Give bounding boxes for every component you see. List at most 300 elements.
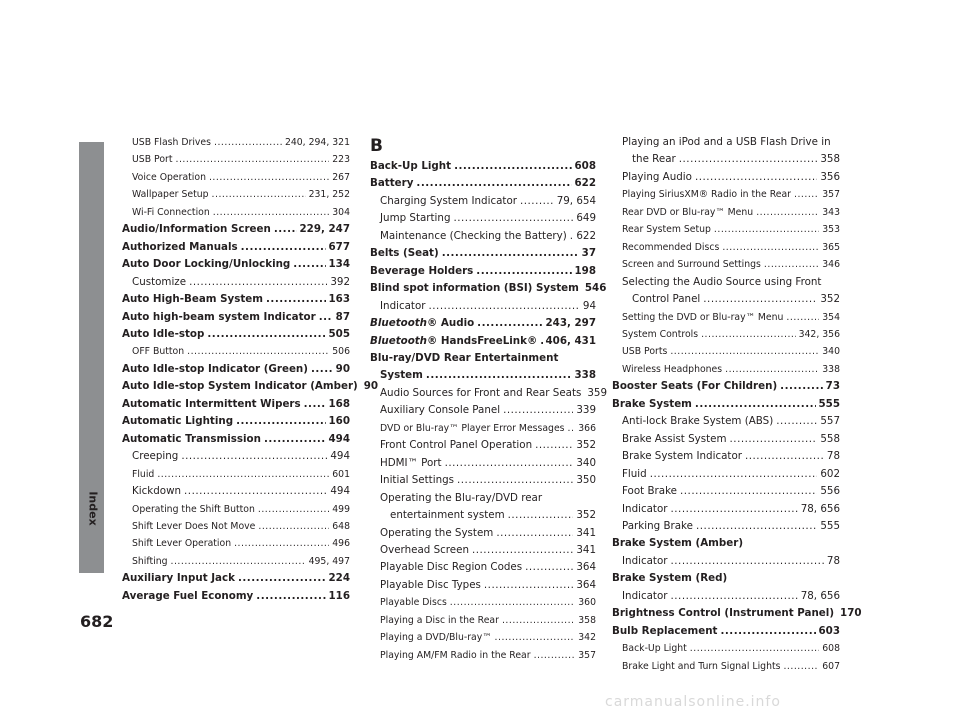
page-reference: 338 (574, 369, 596, 382)
page-reference: 223 (332, 154, 350, 166)
entry-term: Automatic Transmission (122, 432, 261, 445)
leader-dots (722, 239, 819, 256)
page-reference: 608 (822, 643, 840, 655)
entry-term: Fluid (622, 467, 647, 480)
page-reference: 546 (584, 282, 607, 295)
page-reference: 78, 656 (800, 502, 840, 515)
page-reference: 357 (578, 649, 596, 661)
leader-dots (157, 466, 329, 483)
entry-term: System Controls (622, 328, 699, 340)
index-entry (122, 570, 350, 587)
leader-dots (745, 448, 824, 465)
index-subentry (612, 204, 840, 221)
leader-dots (690, 640, 819, 657)
page-reference: 170 (840, 607, 862, 620)
page-reference: 353 (822, 224, 840, 236)
leader-dots (502, 612, 575, 629)
index-subentry (612, 151, 840, 168)
entry-term: Auto High-Beam System (122, 293, 263, 306)
leader-dots (671, 501, 798, 518)
leader-dots (679, 151, 818, 168)
index-subentry (122, 518, 350, 535)
leader-dots (238, 570, 326, 587)
entry-term: Shift Lever Does Not Move (132, 520, 256, 532)
page-reference: 557 (820, 415, 840, 428)
leader-dots (696, 518, 817, 535)
entry-term: Auto Idle-stop (122, 327, 205, 340)
leader-dots (671, 588, 798, 605)
index-subentry (612, 274, 840, 291)
entry-term: Brake Light and Turn Signal Lights (622, 660, 781, 672)
page-reference: 94 (582, 299, 596, 312)
index-subentry (122, 535, 350, 552)
leader-dots (207, 326, 325, 343)
entry-term: Playing a DVD/Blu-ray™ (380, 632, 492, 644)
page-reference: 350 (576, 474, 596, 487)
index-subentry (370, 228, 596, 245)
index-entry (370, 158, 596, 175)
entry-term: Initial Settings (380, 474, 454, 487)
leader-dots (258, 518, 329, 535)
entry-term: Playing a Disc in the Rear (380, 614, 499, 626)
leader-dots (214, 134, 282, 151)
watermark: carmanualsonline.info (605, 694, 781, 710)
leader-dots (453, 210, 573, 227)
page-reference: 365 (822, 241, 840, 253)
index-subentry (370, 193, 596, 210)
page-reference: 505 (328, 327, 350, 340)
page-reference: 340 (822, 346, 840, 358)
entry-term: Auto Idle-stop Indicator (Green) (122, 362, 308, 375)
page-reference: 352 (820, 293, 840, 306)
entry-term: Recommended Discs (622, 241, 720, 253)
index-subentry (370, 559, 596, 576)
index-subentry (612, 553, 840, 570)
page-reference: 346 (822, 259, 840, 271)
page-reference: 342 (578, 632, 596, 644)
entry-term: Rear System Setup (622, 224, 711, 236)
index-entry (122, 361, 350, 378)
leader-dots (783, 658, 819, 675)
index-entry (370, 280, 607, 297)
entry-term: Wireless Headphones (622, 363, 723, 375)
index-subentry (370, 420, 596, 437)
index-column-2 (370, 134, 608, 664)
entry-term: Playing AM/FM Radio in the Rear (380, 649, 531, 661)
page-reference: 338 (822, 363, 840, 375)
entry-term: Average Fuel Economy (122, 589, 254, 602)
entry-term: Brake System (612, 397, 692, 410)
entry-term: Auxiliary Input Jack (122, 572, 235, 585)
page-reference: 601 (332, 468, 350, 480)
index-subentry (612, 169, 840, 186)
index-column-3 (612, 134, 862, 675)
leader-dots (695, 169, 817, 186)
index-subentry (612, 501, 840, 518)
page-reference: 354 (822, 311, 840, 323)
entry-term: entertainment system (390, 509, 505, 522)
page-reference: 304 (332, 206, 350, 218)
index-subentry (122, 501, 350, 518)
leader-dots (429, 298, 580, 315)
index-side-label: Index (86, 490, 100, 526)
leader-dots (442, 245, 579, 262)
page-reference: 358 (820, 153, 840, 166)
entry-term: Auto Idle-stop System Indicator (Amber) (122, 380, 358, 393)
entry-term: Control Panel (632, 293, 701, 306)
leader-dots (671, 553, 824, 570)
page-reference: 607 (822, 660, 840, 672)
entry-term: Front Control Panel Operation (380, 439, 533, 452)
entry-term: OFF Button (132, 346, 185, 358)
page-reference: 649 (576, 212, 596, 225)
page-reference: 168 (328, 397, 350, 410)
index-subentry (612, 588, 840, 605)
entry-term: Back-Up Light (370, 160, 452, 172)
index-column-1 (122, 134, 379, 605)
page-reference: 499 (332, 503, 350, 515)
index-entry (612, 535, 840, 552)
page-reference: 224 (328, 572, 350, 585)
entry-term: Playing an iPod and a USB Flash Drive in (622, 136, 831, 148)
entry-term: Rear DVD or Blu-ray™ Menu (622, 206, 754, 218)
entry-term: Indicator (622, 554, 668, 567)
leader-dots (776, 413, 817, 430)
index-subentry (370, 210, 596, 227)
index-subentry (370, 385, 608, 402)
page-reference: 341 (576, 526, 596, 539)
page-reference: 267 (332, 171, 350, 183)
index-subentry (370, 525, 596, 542)
entry-term: Creeping (132, 450, 179, 463)
leader-dots (293, 256, 325, 273)
leader-dots (450, 594, 575, 611)
index-subentry (612, 291, 840, 308)
page-reference: 406, 431 (545, 334, 596, 347)
leader-dots (181, 448, 327, 465)
page-reference: 78 (826, 450, 840, 463)
leader-dots (209, 169, 329, 186)
index-entry (122, 221, 350, 238)
leader-dots (311, 361, 333, 378)
entry-term: Auto Door Locking/Unlocking (122, 258, 291, 271)
index-subentry (122, 169, 350, 186)
page-reference: 555 (818, 397, 840, 410)
entry-term: Foot Brake (622, 485, 678, 498)
entry-term: Fluid (132, 468, 155, 480)
index-entry (122, 291, 350, 308)
index-entry (122, 413, 350, 430)
entry-term: Wallpaper Setup (132, 189, 209, 201)
page-reference: 555 (820, 519, 840, 532)
page-number: 682 (80, 612, 114, 631)
page-reference: 352 (576, 509, 596, 522)
entry-term: Indicator (380, 299, 426, 312)
leader-dots (525, 559, 573, 576)
leader-dots (477, 315, 542, 332)
leader-dots (189, 274, 327, 291)
entry-term: the Rear (632, 153, 676, 166)
index-entry (612, 623, 840, 640)
index-entry (122, 396, 350, 413)
leader-dots (701, 326, 796, 343)
index-entry (612, 378, 840, 395)
leader-dots (725, 361, 819, 378)
index-subentry (122, 274, 350, 291)
entry-term: Authorized Manuals (122, 240, 238, 253)
page-reference: 360 (578, 597, 596, 609)
index-entry (612, 396, 840, 413)
page-reference: 340 (576, 456, 596, 469)
page-reference: 339 (576, 404, 596, 417)
entry-term: Audio Sources for Front and Rear Seats (380, 386, 582, 399)
leader-dots (241, 239, 326, 256)
page-reference: 90 (335, 362, 350, 375)
index-subentry (612, 640, 840, 657)
page-reference: 37 (581, 247, 596, 260)
entry-term: Back-Up Light (622, 643, 687, 655)
page-reference: 243, 297 (545, 317, 596, 330)
index-subentry (612, 186, 840, 203)
page-reference: 494 (328, 432, 350, 445)
leader-dots (184, 483, 327, 500)
entry-term: Indicator (622, 589, 668, 602)
index-subentry (122, 134, 350, 151)
entry-term: USB Port (132, 154, 173, 166)
index-subentry (612, 309, 840, 326)
entry-term: Auto high-beam system Indicator (122, 310, 316, 323)
leader-dots (426, 367, 572, 384)
entry-term: Brake System (Red) (612, 572, 728, 585)
page-reference: 116 (328, 589, 350, 602)
leader-dots (670, 343, 819, 360)
index-subentry (370, 298, 596, 315)
index-entry (370, 263, 596, 280)
index-subentry (370, 594, 596, 611)
leader-dots (534, 647, 576, 664)
index-subentry (370, 647, 596, 664)
page-reference: 231, 252 (308, 189, 350, 201)
leader-dots (457, 472, 573, 489)
index-entry (370, 175, 596, 192)
page-reference: 87 (335, 310, 350, 323)
page-reference: 240, 294, 321 (284, 137, 350, 148)
page-reference: 622 (576, 229, 596, 242)
leader-dots (695, 396, 816, 413)
page-reference: 622 (574, 177, 596, 190)
entry-term: Auxiliary Console Panel (380, 404, 501, 417)
entry-term: Shift Lever Operation (132, 538, 232, 550)
leader-dots (503, 402, 573, 419)
index-subentry (612, 256, 840, 273)
index-subentry (370, 542, 596, 559)
entry-term: Brake System Indicator (622, 450, 742, 463)
page-reference: 677 (328, 240, 350, 253)
leader-dots (472, 542, 573, 559)
entry-term: Automatic Lighting (122, 415, 234, 428)
entry-term: Playing Audio (622, 170, 692, 183)
leader-dots (650, 466, 818, 483)
leader-dots (187, 343, 329, 360)
page-reference: 558 (820, 432, 840, 445)
leader-dots (496, 525, 573, 542)
leader-dots (266, 291, 326, 308)
entry-term: Blind spot information (BSI) System (370, 282, 579, 295)
page-reference: 160 (328, 415, 350, 428)
entry-term: Bluetooth® HandsFreeLink® (370, 334, 538, 347)
index-subentry (612, 466, 840, 483)
index-entry (370, 245, 596, 262)
entry-term: Voice Operation (132, 171, 206, 183)
page-reference: 357 (822, 189, 840, 201)
page-reference: 496 (332, 538, 350, 550)
leader-dots (495, 629, 576, 646)
index-entry (122, 326, 350, 343)
entry-term: Operating the System (380, 526, 494, 539)
page-reference: 358 (578, 614, 596, 626)
entry-term: Belts (Seat) (370, 247, 439, 260)
page-reference: 352 (576, 439, 596, 452)
leader-dots (720, 623, 815, 640)
index-subentry (370, 437, 596, 454)
entry-term: Operating the Blu-ray/DVD rear (380, 491, 543, 504)
page-reference: 78 (826, 554, 840, 567)
leader-dots (476, 263, 571, 280)
index-subentry (122, 553, 350, 570)
page-reference: 648 (332, 520, 350, 532)
entry-term: Parking Brake (622, 519, 693, 532)
leader-dots (780, 378, 823, 395)
leader-dots (484, 577, 573, 594)
entry-term: Shifting (132, 555, 168, 567)
entry-term: Overhead Screen (380, 543, 469, 556)
index-subentry (122, 448, 350, 465)
entry-term: USB Flash Drives (132, 137, 211, 148)
leader-dots (535, 437, 573, 454)
index-subentry (370, 402, 596, 419)
index-subentry (122, 151, 350, 168)
leader-dots (520, 193, 554, 210)
index-subentry (122, 204, 350, 221)
leader-dots (786, 309, 819, 326)
index-subentry (612, 221, 840, 238)
page-reference: 366 (578, 422, 596, 434)
index-entry (612, 605, 862, 622)
index-entry (122, 588, 350, 605)
entry-term: Beverage Holders (370, 264, 474, 277)
page-reference: 364 (576, 578, 596, 591)
leader-dots (756, 204, 819, 221)
leader-dots (508, 507, 574, 524)
entry-term: Customize (132, 275, 187, 288)
leader-dots (256, 588, 325, 605)
leader-dots (175, 151, 329, 168)
entry-term: Playable Disc Types (380, 578, 481, 591)
page-reference: 342, 356 (798, 328, 840, 340)
leader-dots (680, 483, 817, 500)
index-subentry (122, 186, 350, 203)
entry-term: Blu-ray/DVD Rear Entertainment (370, 351, 559, 364)
index-entry (370, 315, 596, 332)
entry-term: Playing SiriusXM® Radio in the Rear (622, 189, 791, 201)
leader-dots (445, 455, 574, 472)
entry-term: Bulb Replacement (612, 624, 718, 637)
entry-term: Operating the Shift Button (132, 503, 255, 515)
page-reference: 602 (820, 467, 840, 480)
index-entry (122, 378, 379, 395)
entry-term: Brake System (Amber) (612, 537, 744, 550)
leader-dots (236, 413, 325, 430)
leader-dots (703, 291, 817, 308)
index-subentry (370, 577, 596, 594)
leader-dots (730, 431, 818, 448)
page-reference: 603 (818, 624, 840, 637)
index-subentry (612, 658, 840, 675)
page-reference: 341 (576, 543, 596, 556)
leader-dots (304, 396, 326, 413)
entry-term: Brake Assist System (622, 432, 727, 445)
index-subentry (612, 448, 840, 465)
index-subentry (370, 455, 596, 472)
page-reference: 79, 654 (556, 194, 596, 207)
page-reference: 356 (820, 170, 840, 183)
entry-term: Audio/Information Screen (122, 223, 271, 236)
page-reference: 494 (330, 485, 350, 498)
index-subentry (612, 431, 840, 448)
page-reference: 392 (330, 275, 350, 288)
leader-dots (258, 501, 329, 518)
index-subentry (370, 507, 596, 524)
entry-term: DVD or Blu-ray™ Player Error Messages (380, 422, 565, 434)
leader-dots (540, 333, 542, 350)
index-subentry (122, 466, 350, 483)
page-reference: 359 (587, 386, 608, 399)
leader-dots (454, 158, 571, 175)
entry-term: Screen and Surround Settings (622, 259, 761, 271)
index-subentry (370, 629, 596, 646)
entry-term: Playable Discs (380, 597, 447, 609)
index-subentry (612, 239, 840, 256)
index-subentry (612, 483, 840, 500)
index-entry (122, 239, 350, 256)
index-entry (122, 309, 350, 326)
leader-dots (213, 204, 330, 221)
leader-dots (416, 175, 571, 192)
page-reference: 506 (332, 346, 350, 358)
leader-dots (171, 553, 306, 570)
leader-dots (234, 535, 329, 552)
entry-term: Anti-lock Brake System (ABS) (622, 415, 774, 428)
leader-dots (570, 228, 574, 245)
index-subentry (612, 413, 840, 430)
page-reference: 364 (576, 561, 596, 574)
leader-dots (568, 420, 576, 437)
index-entry (370, 333, 596, 350)
index-subentry (612, 326, 840, 343)
leader-dots (212, 186, 306, 203)
index-subentry (612, 518, 840, 535)
index-entry (122, 256, 350, 273)
index-subentry (370, 472, 596, 489)
entry-term: Indicator (622, 502, 668, 515)
index-subentry (122, 343, 350, 360)
page-reference: 134 (328, 258, 350, 271)
page-reference: 78, 656 (800, 589, 840, 602)
page-reference: 608 (574, 160, 596, 172)
entry-term: Selecting the Audio Source using Front (622, 275, 822, 288)
index-subentry (370, 490, 596, 507)
leader-dots (794, 186, 819, 203)
